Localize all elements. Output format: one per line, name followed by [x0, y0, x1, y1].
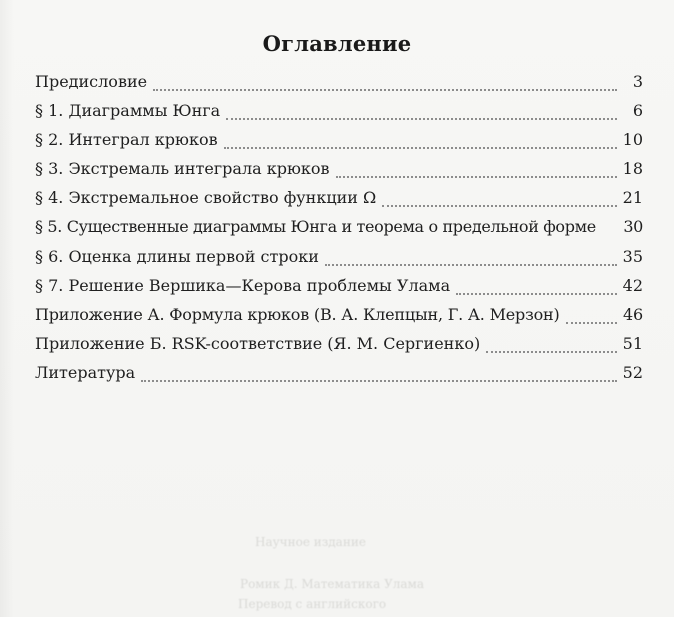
toc-entry-label: Приложение Б. RSK-соответствие (Я. М. Сергиенко) — [35, 333, 481, 353]
bleed-through-text: Ромик Д. Математика Улама — [240, 577, 425, 591]
toc-entry — [35, 159, 643, 188]
toc-entry — [35, 247, 643, 276]
toc-entry-label: § 7. Решение Вершика—Керова проблемы Улама — [35, 275, 451, 295]
toc-entry — [35, 334, 643, 363]
toc-entry-page: 46 — [623, 304, 643, 324]
toc-entry-page: 10 — [622, 130, 643, 150]
toc-entry-label: Предисловие — [35, 72, 148, 91]
toc-entry-page: 18 — [622, 159, 643, 179]
toc-entry-label: § 2. Интеграл крюков — [35, 130, 218, 150]
toc-entry-label: Литература — [35, 362, 136, 382]
toc-leader-dots — [566, 322, 617, 324]
toc-leader-dots — [226, 118, 617, 120]
table-of-contents — [35, 72, 643, 392]
toc-leader-dots — [224, 147, 617, 149]
bleed-through-text: Научное издание — [255, 535, 366, 549]
toc-leader-dots — [325, 264, 617, 266]
toc-entry — [35, 276, 643, 305]
bleed-through-text: Перевод с английского — [238, 597, 387, 611]
toc-entry — [35, 305, 643, 334]
toc-entry-page: 35 — [622, 246, 643, 266]
toc-leader-dots — [486, 351, 616, 353]
page-title: Оглавление — [262, 31, 412, 56]
toc-entry — [35, 363, 643, 392]
page-edge-shadow — [0, 0, 14, 617]
toc-entry-label: § 5. Существенные диаграммы Юнга и теорема о предельной форме — [35, 217, 596, 237]
toc-entry-page: 3 — [632, 72, 643, 91]
toc-entry-label: § 3. Экстремаль интеграла крюков — [35, 159, 330, 179]
toc-entry — [35, 188, 643, 217]
toc-leader-dots — [153, 89, 617, 91]
toc-entry-label: § 1. Диаграммы Юнга — [35, 101, 221, 121]
toc-entry-page: 6 — [632, 101, 643, 121]
toc-entry — [35, 130, 643, 159]
toc-entry-label: § 6. Оценка длины первой строки — [35, 246, 319, 266]
toc-leader-dots — [141, 380, 616, 382]
toc-entry-label: Приложение А. Формула крюков (В. А. Клепцын, Г. А. Мерзон) — [35, 304, 560, 324]
toc-entry — [35, 72, 643, 101]
toc-entry-label: § 4. Экстремальное свойство функции Ω — [35, 188, 377, 208]
toc-leader-dots — [382, 205, 616, 207]
toc-entry-page: 21 — [622, 188, 643, 208]
toc-entry-page: 42 — [622, 275, 643, 295]
toc-entry-page: 52 — [622, 362, 643, 382]
toc-entry — [35, 101, 643, 130]
toc-leader-dots — [336, 176, 617, 178]
toc-leader-dots — [456, 293, 617, 295]
toc-entry-page: 30 — [623, 217, 643, 237]
toc-entry-page: 51 — [622, 333, 643, 353]
toc-entry — [35, 217, 643, 246]
